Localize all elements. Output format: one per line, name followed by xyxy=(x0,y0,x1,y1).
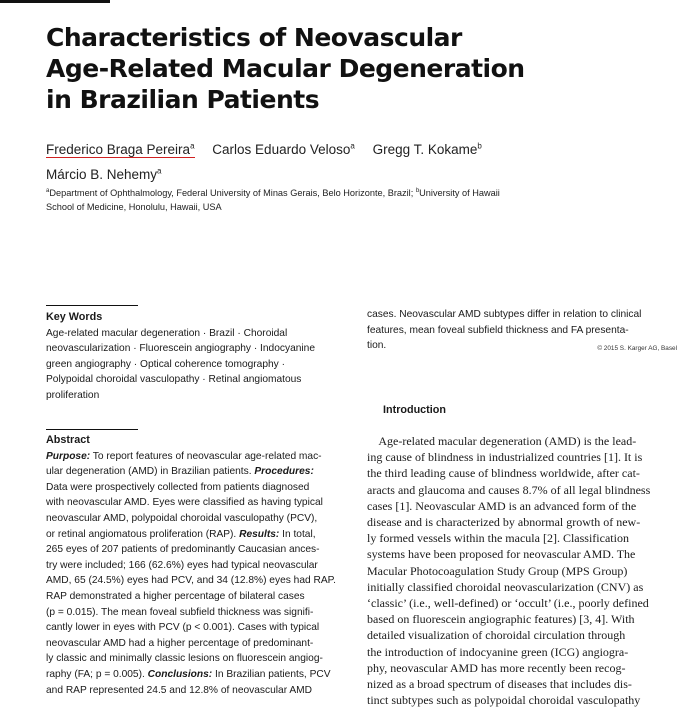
introduction-line: initially classified choroidal neovascularization (CNV) as xyxy=(367,579,644,594)
author-name: Márcio B. Nehemy$^a$ xyxy=(46,166,162,182)
abstract-line: neovascular AMD had a higher percentage of predominant- xyxy=(46,637,314,649)
key-words-rule xyxy=(46,305,138,306)
introduction-line: disease and is characterized by abnormal growth of new- xyxy=(367,515,641,530)
author-list xyxy=(46,135,666,186)
abstract-line: AMD, 65 (24.5%) eyes had PCV, and 34 (12.8%) eyes had RAP. xyxy=(46,575,336,587)
abstract-line: neovascular AMD, polypoidal choroidal vasculopathy (PCV), xyxy=(46,512,318,524)
abstract-line: with neovascular AMD. Eyes were classified as having typical xyxy=(46,497,323,509)
introduction-line: phy, neovascular AMD has more recently been recog- xyxy=(367,660,626,675)
affiliation-line: $^a$Department of Ophthalmology, Federal University of Minas Gerais, Belo Horizonte, Brazil; $^b$University of Hawaii xyxy=(46,188,500,199)
author-row xyxy=(46,135,666,161)
top-rule xyxy=(0,0,110,3)
introduction-line: ‘classic’ (i.e., well-defined) or ‘occult’ (i.e., poorly defined xyxy=(367,596,649,611)
introduction-line: systems have been proposed for neovascular AMD. The xyxy=(367,547,636,562)
introduction-line: Macular Photocoagulation Study Group (MPS Group) xyxy=(367,563,628,578)
abstract-line: raphy (FA; p = 0.005). Conclusions: In Brazilian patients, PCV xyxy=(46,668,331,680)
introduction-line: cases [1]. Neovascular AMD is an advanced form of the xyxy=(367,498,637,513)
introduction-line: based on fluorescein angiographic features) [3, 4]. With xyxy=(367,612,635,627)
abstract-rule xyxy=(46,429,138,430)
abstract-line: and RAP represented 24.5 and 12.8% of neovascular AMD xyxy=(46,684,312,696)
abstract-continued xyxy=(367,307,677,357)
introduction-line: Age-related macular degeneration (AMD) is the lead- xyxy=(367,434,637,448)
introduction-line: ing cause of blindness in industrialized countries [1]. It is xyxy=(367,450,643,465)
abstract-section xyxy=(46,433,356,698)
abstract-line: cantly lower in eyes with PCV (p < 0.001). Cases with typical xyxy=(46,622,320,634)
key-words-line: neovascularization · Fluorescein angiography · Indocyanine xyxy=(46,343,315,355)
author-name: Gregg T. Kokame$^b$ xyxy=(372,141,482,157)
introduction-line: tinct subtypes such as polypoidal choroidal vasculopathy xyxy=(367,693,641,708)
abstract-line: RAP demonstrated a higher percentage of bilateral cases xyxy=(46,590,305,602)
introduction-line: aracts and glaucoma and causes 8.7% of all legal blindness xyxy=(367,482,651,497)
abstract-line: try were included; 166 (62.6%) eyes had typical neovascular xyxy=(46,559,318,571)
key-words-heading: Key Words xyxy=(46,311,103,323)
title-line: in Brazilian Patients xyxy=(46,85,320,114)
abstract-line: features, mean foveal subfield thickness and FA presenta- xyxy=(367,324,629,336)
abstract-line: Data were prospectively collected from patients diagnosed xyxy=(46,481,310,493)
abstract-line: Purpose: To report features of neovascular age-related mac- xyxy=(46,450,322,462)
introduction-line: ly formed vessels within the macula [2]. Classification xyxy=(367,531,629,546)
affiliations xyxy=(46,185,656,214)
abstract-line: cases. Neovascular AMD subtypes differ in relation to clinical xyxy=(367,309,642,320)
key-words-line: Age-related macular degeneration · Brazil · Choroidal xyxy=(46,327,288,339)
abstract-line: ly classic and minimally classic lesions on fluorescein angiog- xyxy=(46,653,323,665)
author-name[interactable]: Frederico Braga Pereira$^a$ xyxy=(46,141,195,157)
key-words-section xyxy=(46,310,356,404)
key-words-line: green angiography · Optical coherence tomography · xyxy=(46,358,285,370)
abstract-line: tion. xyxy=(367,340,387,352)
affiliation-line: School of Medicine, Honolulu, Hawaii, USA xyxy=(46,201,222,212)
copyright-notice: © 2015 S. Karger AG, Basel xyxy=(597,345,677,353)
introduction-line: detailed visualization of choroidal circulation through xyxy=(367,628,626,643)
abstract-line: or retinal angiomatous proliferation (RAP). Results: In total, xyxy=(46,528,316,540)
title-line: Characteristics of Neovascular xyxy=(46,23,462,52)
introduction-body xyxy=(367,433,677,708)
article-title xyxy=(46,22,646,115)
introduction-line: the introduction of indocyanine green (ICG) angiogra- xyxy=(367,644,629,659)
author-row xyxy=(46,161,666,187)
introduction-line: nized as a broad spectrum of diseases that includes dis- xyxy=(367,677,632,692)
abstract-line: ular degeneration (AMD) in Brazilian patients. Procedures: xyxy=(46,466,314,478)
abstract-heading: Abstract xyxy=(46,434,90,446)
author-name: Carlos Eduardo Veloso$^a$ xyxy=(212,141,355,157)
key-words-line: Polypoidal choroidal vasculopathy · Retinal angiomatous xyxy=(46,374,302,386)
abstract-line: (p = 0.015). The mean foveal subfield thickness was signifi- xyxy=(46,606,314,618)
key-words-line: proliferation xyxy=(46,389,100,401)
introduction-line: the third leading cause of blindness worldwide, after cat- xyxy=(367,466,640,481)
introduction-heading: Introduction xyxy=(383,404,446,416)
title-line: Age-Related Macular Degeneration xyxy=(46,54,525,83)
abstract-line: 265 eyes of 207 patients of predominantly Caucasian ances- xyxy=(46,544,320,556)
